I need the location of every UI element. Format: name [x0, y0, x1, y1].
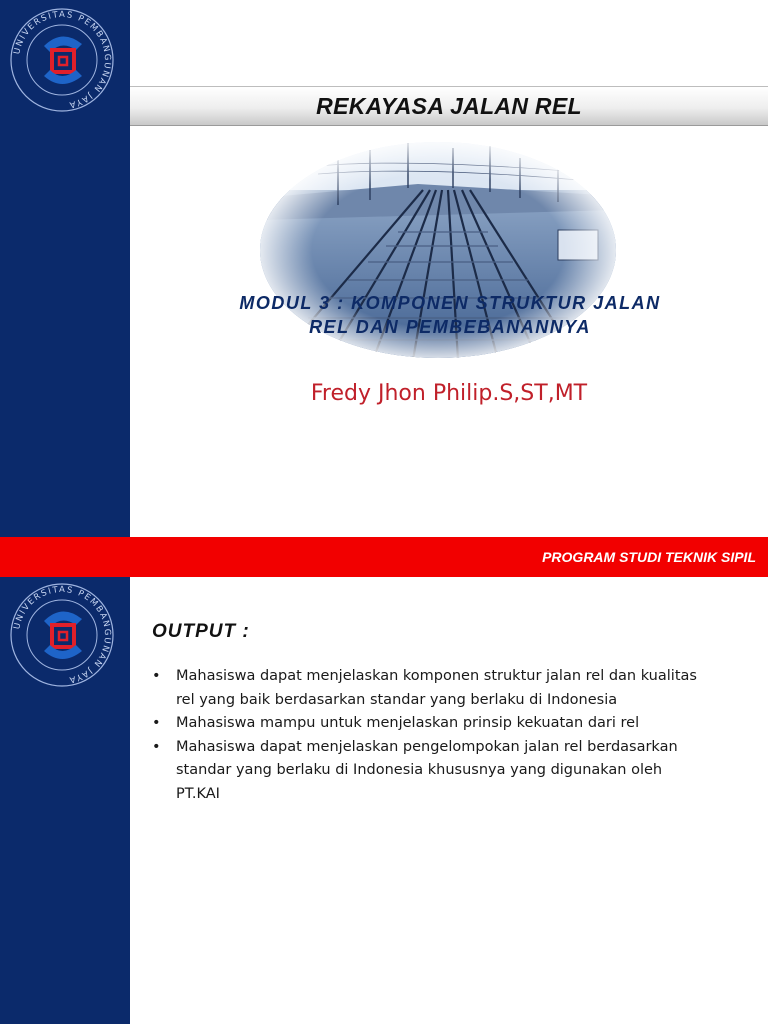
- title-bar: [130, 86, 768, 126]
- course-title: REKAYASA JALAN REL: [316, 92, 582, 119]
- bullet-icon: •: [152, 738, 161, 755]
- author-name: Fredy Jhon Philip.S,ST,MT: [310, 381, 588, 406]
- list-item-text: Mahasiswa dapat menjelaskan komponen struktur jalan rel dan kualitas rel yang baik berdasarkan standar yang berlaku di Indonesia: [176, 668, 697, 708]
- list-item-text: Mahasiswa mampu untuk menjelaskan prinsip kekuatan dari rel: [176, 715, 640, 731]
- list-item: [150, 736, 710, 807]
- program-band: [0, 537, 768, 577]
- output-slide: [0, 577, 768, 1024]
- list-item: [150, 665, 710, 712]
- output-list: [150, 665, 710, 806]
- university-logo-icon: [8, 6, 116, 114]
- output-heading: OUTPUT :: [152, 621, 250, 642]
- list-item: [150, 712, 710, 736]
- svg-text:UNIVERSITAS PEMBANGUNAN JAYA: UNIVERSITAS PEMBANGUNAN JAYA: [12, 584, 113, 685]
- bullet-icon: •: [152, 668, 161, 684]
- module-title-line1: MODUL 3 : KOMPONEN STRUKTUR JALAN: [239, 293, 661, 313]
- program-label: PROGRAM STUDI TEKNIK SIPIL: [542, 549, 756, 565]
- bullet-icon: •: [152, 715, 161, 731]
- module-title: [150, 291, 750, 339]
- list-item-text: Mahasiswa dapat menjelaskan pengelompokan jalan rel berdasarkan standar yang berlaku di Indonesia khususnya yang digunakan oleh PT.KAI: [176, 738, 678, 802]
- university-logo-icon: [8, 581, 116, 689]
- module-title-line2: REL DAN PEMBEBANANNYA: [309, 317, 591, 337]
- svg-text:UNIVERSITAS PEMBANGUNAN JAYA: UNIVERSITAS PEMBANGUNAN JAYA: [12, 9, 113, 110]
